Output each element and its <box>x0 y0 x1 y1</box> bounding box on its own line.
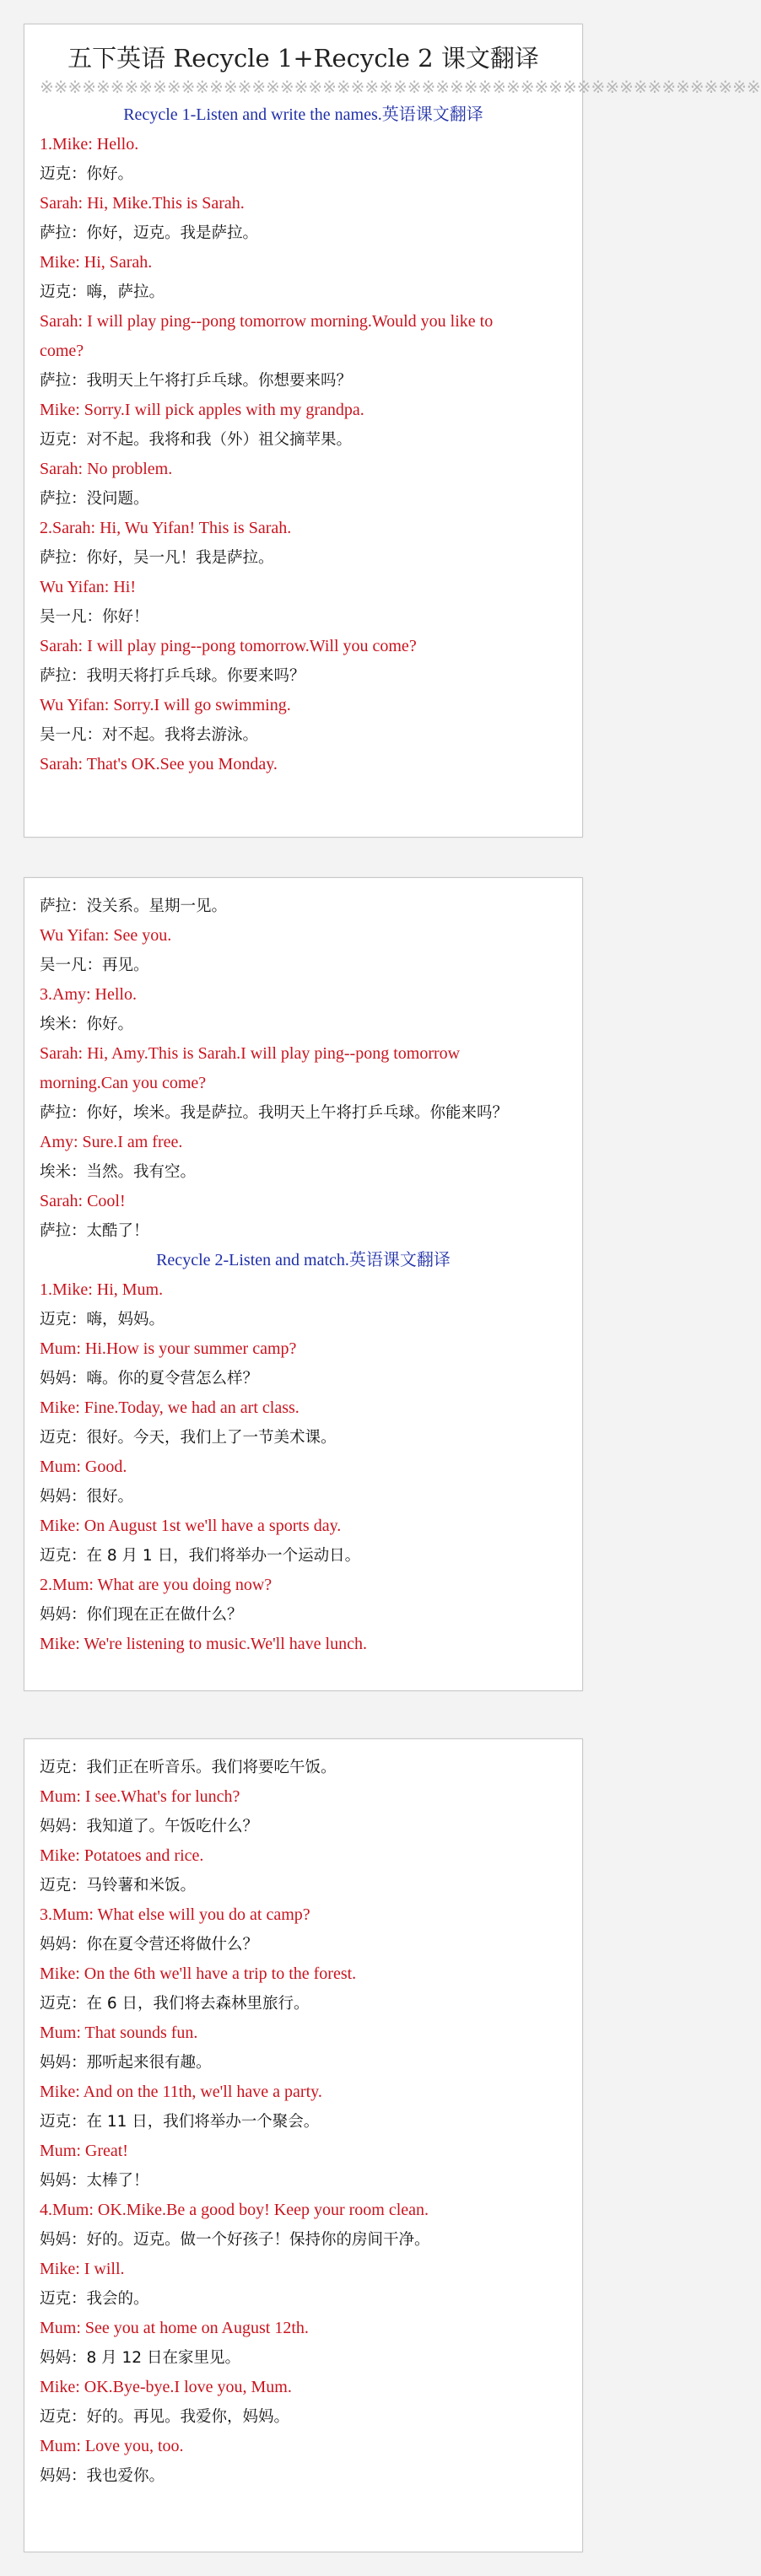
chinese-translation-line: 迈克：嗨，妈妈。 <box>40 1311 165 1328</box>
chinese-translation-line: 迈克：你好。 <box>40 165 134 183</box>
english-line: Wu Yifan: Hi! <box>40 578 136 596</box>
english-line: Sarah: That's OK.See you Monday. <box>40 755 278 773</box>
english-line: Mike: I will. <box>40 2260 125 2278</box>
english-line: Mike: Hi, Sarah. <box>40 253 153 272</box>
dialogue-block <box>40 1753 567 2491</box>
english-line: 2.Sarah: Hi, Wu Yifan! This is Sarah. <box>40 519 292 537</box>
chinese-translation-line: 萨拉：太酷了！ <box>40 1222 149 1240</box>
chinese-translation-line: 妈妈：嗨。你的夏令营怎么样？ <box>40 1370 259 1388</box>
chinese-translation-line: 萨拉：你好，迈克。我是萨拉。 <box>40 224 259 242</box>
chinese-translation-line: 迈克：马铃薯和米饭。 <box>40 1877 197 1894</box>
english-line: Mike: Sorry.I will pick apples with my grandpa. <box>40 401 364 419</box>
page-1 <box>24 24 761 838</box>
english-line: Mum: Hi.How is your summer camp? <box>40 1339 297 1358</box>
chinese-translation-line: 迈克：嗨，萨拉。 <box>40 283 165 301</box>
english-line: 3.Mum: What else will you do at camp? <box>40 1905 310 1924</box>
section-heading-recycle-2: Recycle 2-Listen and match.英语课文翻译 <box>156 1251 451 1269</box>
chinese-translation-line: 妈妈：我知道了。午饭吃什么？ <box>40 1818 259 1835</box>
chinese-translation-line: 吴一凡：对不起。我将去游泳。 <box>40 726 259 744</box>
english-line: Mike: OK.Bye-bye.I love you, Mum. <box>40 2378 292 2396</box>
english-line: Mum: Good. <box>40 1458 127 1476</box>
english-line: 3.Amy: Hello. <box>40 985 137 1004</box>
english-line: Mike: Potatoes and rice. <box>40 1846 204 1865</box>
decorative-divider: ※※※※※※※※※※※※※※※※※※※※※※※※※※※※※※※※※※※※※※※※※※※※※※※※※※※ <box>40 78 761 97</box>
english-line: Wu Yifan: See you. <box>40 926 172 945</box>
english-line: Mike: Fine.Today, we had an art class. <box>40 1398 300 1417</box>
chinese-translation-line: 埃米：当然。我有空。 <box>40 1163 197 1181</box>
english-line: Mike: On the 6th we'll have a trip to the forest. <box>40 1964 357 1983</box>
page-3 <box>24 1738 583 2552</box>
chinese-translation-line: 妈妈：我也爱你。 <box>40 2467 165 2485</box>
chinese-translation-line: 迈克：很好。今天，我们上了一节美术课。 <box>40 1429 337 1447</box>
chinese-translation-line: 妈妈：8 月 12 日在家里见。 <box>40 2349 240 2367</box>
section-heading-recycle-1: Recycle 1-Listen and write the names.英语课文翻译 <box>123 105 483 124</box>
english-line: 1.Mike: Hi, Mum. <box>40 1280 164 1299</box>
english-line: Mike: On August 1st we'll have a sports day. <box>40 1517 342 1535</box>
chinese-translation-line: 迈克：对不起。我将和我（外）祖父摘苹果。 <box>40 431 353 449</box>
english-line: Mum: Love you, too. <box>40 2437 184 2455</box>
chinese-translation-line: 萨拉：我明天上午将打乒乓球。你想要来吗？ <box>40 372 353 390</box>
chinese-translation-line: 吴一凡：你好！ <box>40 608 149 626</box>
english-line: Wu Yifan: Sorry.I will go swimming. <box>40 696 291 714</box>
chinese-translation-line: 妈妈：你在夏令营还将做什么？ <box>40 1936 259 1954</box>
chinese-translation-line: 妈妈：好的。迈克。做一个好孩子！保持你的房间干净。 <box>40 2231 430 2249</box>
chinese-translation-line: 萨拉：我明天将打乒乓球。你要来吗？ <box>40 667 305 685</box>
english-line: Mum: See you at home on August 12th. <box>40 2319 309 2337</box>
english-line: Mike: We're listening to music.We'll have lunch. <box>40 1635 367 1653</box>
chinese-translation-line: 妈妈：你们现在正在做什么？ <box>40 1606 243 1624</box>
english-line: Sarah: Hi, Mike.This is Sarah. <box>40 194 245 213</box>
english-line: come? <box>40 342 84 360</box>
english-line: 4.Mum: OK.Mike.Be a good boy! Keep your room clean. <box>40 2201 429 2219</box>
english-line: morning.Can you come? <box>40 1074 207 1092</box>
english-line: Amy: Sure.I am free. <box>40 1133 183 1151</box>
chinese-translation-line: 迈克：在 8 月 1 日，我们将举办一个运动日。 <box>40 1547 361 1565</box>
chinese-translation-line: 萨拉：没问题。 <box>40 490 149 508</box>
chinese-translation-line: 迈克：我会的。 <box>40 2290 149 2308</box>
chinese-translation-line: 妈妈：太棒了！ <box>40 2172 149 2190</box>
dialogue-block <box>40 892 567 1246</box>
dialogue-block <box>40 1275 567 1659</box>
chinese-translation-line: 萨拉：你好，埃米。我是萨拉。我明天上午将打乒乓球。你能来吗？ <box>40 1104 509 1122</box>
english-line: Mum: That sounds fun. <box>40 2024 198 2042</box>
dialogue-block <box>40 130 567 779</box>
chinese-translation-line: 迈克：好的。再见。我爱你，妈妈。 <box>40 2408 290 2426</box>
chinese-translation-line: 吴一凡：再见。 <box>40 957 149 974</box>
english-line: 2.Mum: What are you doing now? <box>40 1576 273 1594</box>
english-line: 1.Mike: Hello. <box>40 135 139 154</box>
english-line: Sarah: I will play ping--pong tomorrow morning.Would you like to <box>40 312 494 331</box>
english-line: Sarah: I will play ping--pong tomorrow.Will you come? <box>40 637 417 655</box>
english-line: Mum: I see.What's for lunch? <box>40 1787 240 1806</box>
chinese-translation-line: 妈妈：很好。 <box>40 1488 134 1506</box>
chinese-translation-line: 妈妈：那听起来很有趣。 <box>40 2054 212 2072</box>
chinese-translation-line: 迈克：我们正在听音乐。我们将要吃午饭。 <box>40 1759 337 1776</box>
chinese-translation-line: 迈克：在 6 日，我们将去森林里旅行。 <box>40 1995 310 2013</box>
english-line: Mum: Great! <box>40 2142 128 2160</box>
english-line: Sarah: Hi, Amy.This is Sarah.I will play ping--pong tomorrow <box>40 1044 461 1063</box>
chinese-translation-line: 萨拉：你好，吴一凡！我是萨拉。 <box>40 549 274 567</box>
english-line: Sarah: Cool! <box>40 1192 126 1210</box>
chinese-translation-line: 迈克：在 11 日，我们将举办一个聚会。 <box>40 2113 320 2131</box>
document-title: 五下英语 Recycle 1+Recycle 2 课文翻译 <box>67 44 539 73</box>
page-2 <box>24 877 583 1691</box>
chinese-translation-line: 萨拉：没关系。星期一见。 <box>40 897 228 915</box>
english-line: Sarah: No problem. <box>40 460 173 478</box>
english-line: Mike: And on the 11th, we'll have a party. <box>40 2083 322 2101</box>
chinese-translation-line: 埃米：你好。 <box>40 1016 134 1033</box>
